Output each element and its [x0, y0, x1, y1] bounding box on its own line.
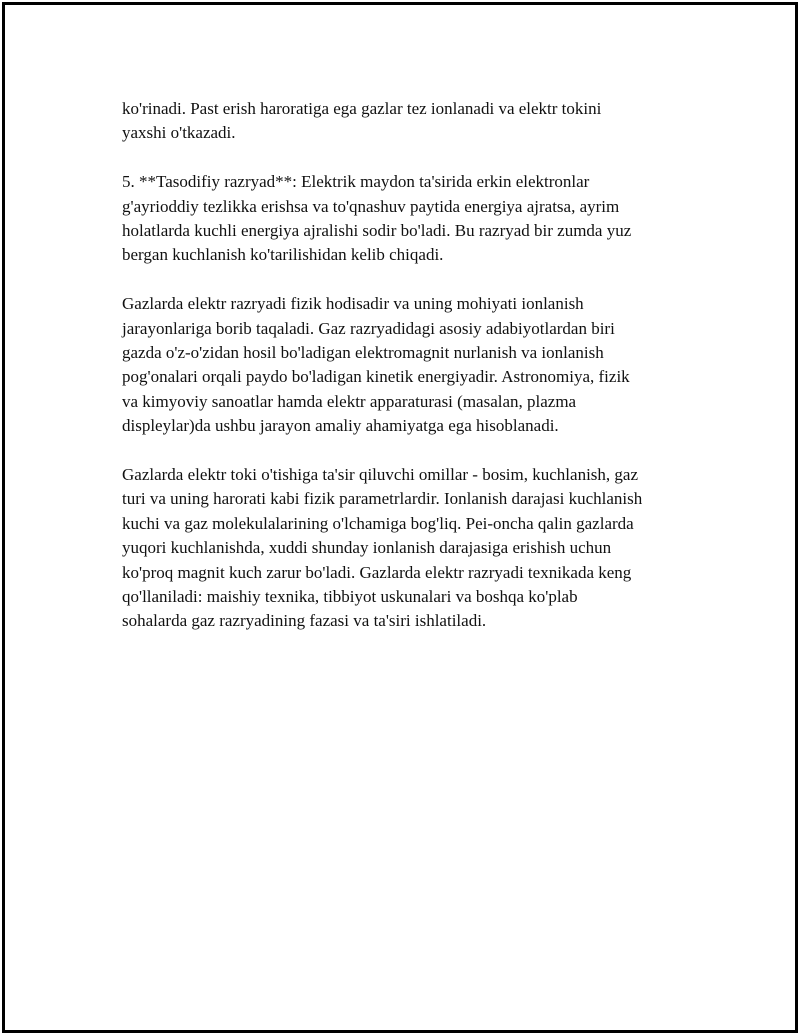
document-body [122, 97, 707, 658]
paragraph-tasodifiy-razryad: 5. **Tasodifiy razryad**: Elektrik maydon ta'sirida erkin elektronlar g'ayrioddiy tezlikka erishsa va to'qnashuv paytida energiya ajratsa, ayrim holatlarda kuchli energiya ajralishi sodir bo'ladi. Bu razryad bir zumda yuz bergan kuchlanish ko'tarilishidan kelib chiqadi. [122, 172, 632, 265]
paragraph-omillar: Gazlarda elektr toki o'tishiga ta'sir qiluvchi omillar - bosim, kuchlanish, gaz turi va uning harorati kabi fizik parametrlardir. Ionlanish darajasi kuchlanish kuchi va gaz molekulalarining o'lchamiga bog'liq. Pei-oncha qalin gazlarda yuqori kuchlanishda, xuddi shunday ionlanish darajasiga erishish uchun ko'proq magnit kuch zarur bo'ladi. Gazlarda elektr razryadi texnikada keng qo'llaniladi: maishiy texnika, tibbiyot uskunalari va boshqa ko'plab sohalarda gaz razryadining fazasi va ta'siri ishlatiladi. [122, 465, 643, 631]
paragraph-elektr-razryadi: Gazlarda elektr razryadi fizik hodisadir va uning mohiyati ionlanish jarayonlariga borib taqaladi. Gaz razryadidagi asosiy adabiyotlardan biri gazda o'z-o'zidan hosil bo'ladigan elektromagnit nurlanish va ionlanish pog'onalari orqali paydo bo'ladigan kinetik energiyadir. Astronomiya, fizik va kimyoviy sanoatlar hamda elektr apparaturasi (masalan, plazma displeylar)da ushbu jarayon amaliy ahamiyatga ega hisoblanadi. [122, 294, 630, 436]
paragraph-continuation: ko'rinadi. Past erish haroratiga ega gazlar tez ionlanadi va elektr tokini yaxshi o'tkazadi. [122, 99, 602, 143]
page-frame [2, 2, 798, 1033]
